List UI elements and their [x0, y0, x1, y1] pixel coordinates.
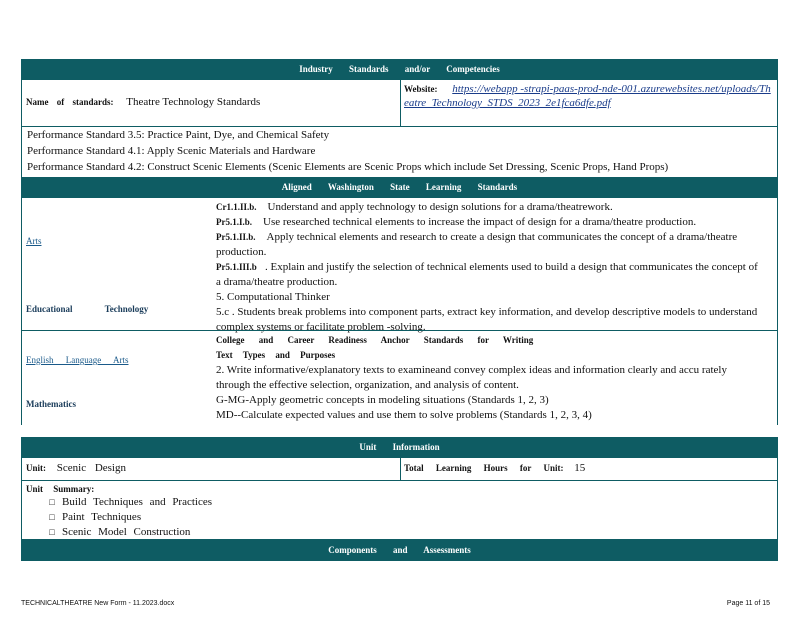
performance-standard-item: Performance Standard 4.1: Apply Scenic Materials and Hardware	[27, 145, 316, 157]
components-band-title: Components and Assessments	[328, 545, 471, 555]
arts-text: Understand and apply technology to design solutions for a drama/theatrework.	[267, 201, 613, 213]
industry-band-title: Industry Standards and/or Competencies	[299, 64, 500, 74]
bullet-icon: □	[49, 527, 55, 537]
arts-standard-line	[216, 260, 761, 290]
summary-item	[42, 525, 212, 540]
arts-standard-line	[216, 230, 761, 260]
arts-code: Pr5.1.I.b.	[216, 217, 252, 227]
math-label: Mathematics	[26, 399, 76, 409]
arts-standard-line	[216, 215, 761, 230]
summary-item	[42, 510, 212, 525]
name-value: Theatre Technology Standards	[126, 96, 261, 108]
summary-item-text: Build Techniques and Practices	[62, 496, 213, 508]
summary-label: Unit Summary:	[26, 484, 95, 494]
summary-item-text: Scenic Model Construction	[62, 526, 191, 538]
arts-text: . Explain and justify the selection of technical elements used to build a design that communicates the concept of a drama/theatre production.	[216, 261, 758, 288]
website-link[interactable]: https://webapp -strapi-paas-prod-nde-001.azurewebsites.net/uploads/Theatre_Technology_STDS_2023_2e1fca6dfe.pdf	[404, 83, 771, 109]
aligned-standards-band	[21, 177, 778, 198]
summary-item-text: Paint Techniques	[62, 511, 142, 523]
math-line: G-MG-Apply geometric concepts in modeling situations (Standards 1, 2, 3)	[216, 394, 549, 406]
arts-text: Use researched technical elements to increase the impact of design for a drama/theatre production.	[263, 216, 697, 228]
hours-value: 15	[574, 462, 586, 474]
arts-edtech-block	[21, 198, 778, 333]
ela-label[interactable]: English Language Arts	[26, 355, 129, 365]
arts-standard-line	[216, 200, 761, 215]
arts-label[interactable]: Arts	[26, 236, 42, 246]
arts-standards-text	[216, 200, 761, 335]
ela-text: 2. Write informative/explanatory texts to examineand convey complex ideas and information clearly and accu rately through the effective selection, organization, and analysis of content.	[216, 364, 727, 391]
edtech-label: Educational Technology	[26, 304, 149, 314]
arts-code: Cr1.1.II.b.	[216, 202, 257, 212]
bullet-icon: □	[49, 497, 55, 507]
bullet-icon: □	[49, 512, 55, 522]
unit-hours	[404, 462, 585, 474]
unit-summary	[21, 480, 778, 539]
unit-label: Unit:	[26, 463, 46, 473]
arts-text: Apply technical elements and research to create a design that communicates the concept of a drama/theatre production.	[216, 231, 738, 258]
column-divider	[400, 458, 401, 480]
performance-standard-item: Performance Standard 3.5: Practice Paint, Dye, and Chemical Safety	[27, 129, 330, 141]
math-line: MD--Calculate expected values and use them to solve problems (Standards 1, 2, 3, 4)	[216, 409, 592, 421]
industry-standards-band	[21, 59, 778, 80]
website-cell	[404, 82, 774, 110]
name-website-row	[21, 80, 778, 126]
unit-name	[26, 462, 126, 474]
name-of-standards	[26, 96, 260, 108]
spacer	[21, 425, 778, 437]
footer-filename: TECHNICALTHEATRE New Form - 11.2023.docx	[21, 600, 175, 607]
performance-standards	[21, 126, 778, 177]
ela-math-block	[21, 330, 778, 425]
ela-math-text	[216, 333, 761, 423]
unit-value: Scenic Design	[56, 462, 126, 474]
edtech-text: 5.c . Students break problems into component parts, extract key information, and develop descriptive models to understand complex systems or facilitate problem -solving.	[216, 306, 758, 333]
aligned-band-title: Aligned Washington State Learning Standards	[281, 182, 518, 192]
unit-band-title: Unit Information	[359, 442, 440, 452]
ela-anchor-title: College and Career Readiness Anchor Standards for Writing	[216, 335, 534, 345]
components-band	[21, 539, 778, 561]
edtech-title: 5. Computational Thinker	[216, 291, 330, 303]
summary-item	[42, 495, 212, 510]
standards-document	[21, 59, 778, 561]
footer-page-number: Page 11 of 15	[726, 600, 770, 607]
performance-standard-item: Performance Standard 4.2: Construct Scenic Elements (Scenic Elements are Scenic Props which include Set Dressing, Scenic Props, Hand Props)	[27, 161, 669, 173]
name-label: Name of standards:	[26, 97, 114, 107]
unit-row	[21, 458, 778, 480]
ela-text-types: Text Types and Purposes	[216, 350, 336, 360]
arts-code: Pr5.1.III.b	[216, 262, 257, 272]
website-label: Website:	[404, 84, 438, 94]
arts-code: Pr5.1.II.b.	[216, 232, 256, 242]
unit-information-band	[21, 437, 778, 458]
column-divider	[400, 80, 401, 126]
hours-label: Total Learning Hours for Unit:	[404, 463, 564, 473]
summary-list	[42, 495, 212, 540]
